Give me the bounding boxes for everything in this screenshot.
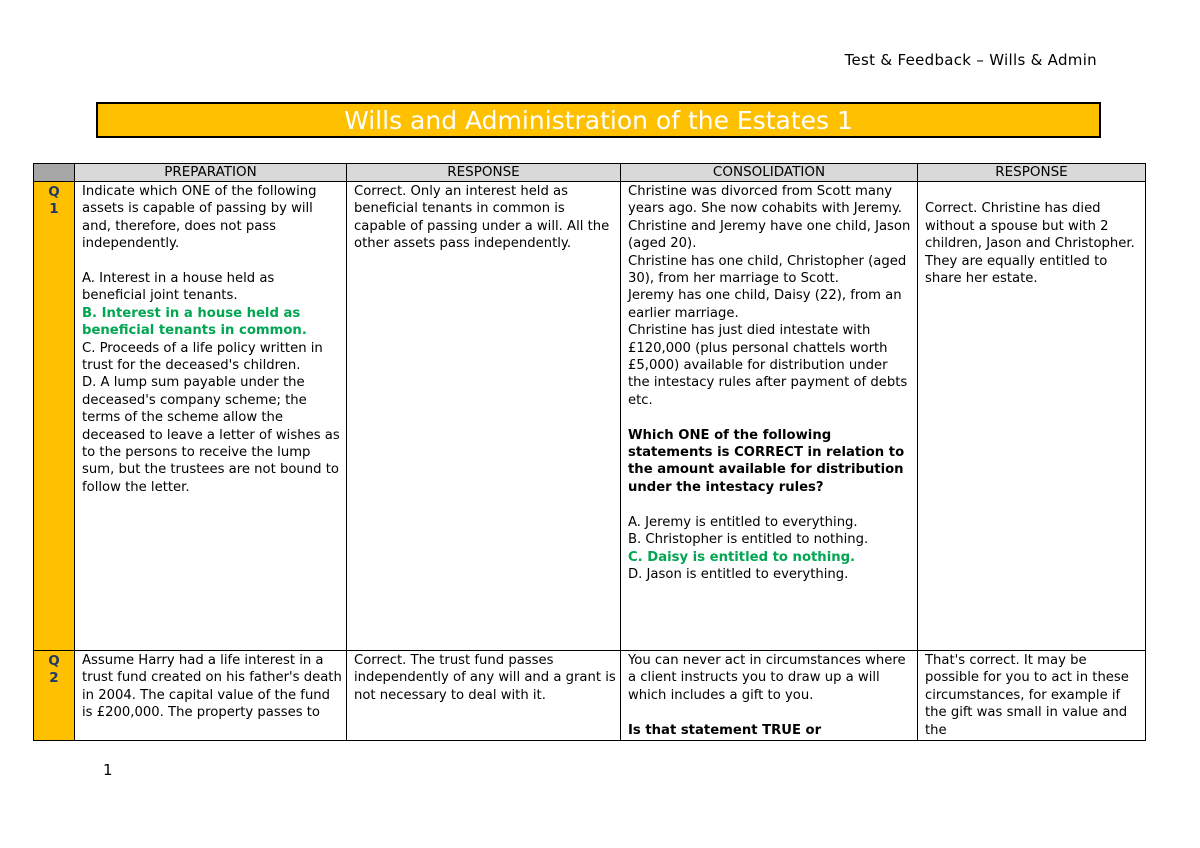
header-question-number xyxy=(34,164,75,182)
consolidation-statement: You can never act in circumstances where a client instructs you to draw up a will which includes a gift to you. xyxy=(628,653,906,703)
question-number xyxy=(34,651,75,741)
response-text: Correct. The trust fund passes independently of any will and a grant is not necessary to deal with it. xyxy=(354,653,616,703)
consolidation-cell xyxy=(621,651,918,741)
question-number xyxy=(34,182,75,651)
fact-1: Christine was divorced from Scott many years ago. She now cohabits with Jeremy. xyxy=(628,184,902,217)
question-letter: Q xyxy=(48,184,60,200)
response-cell xyxy=(918,651,1146,741)
consolidation-question: Is that statement TRUE or xyxy=(628,722,822,738)
header-response: RESPONSE xyxy=(347,164,621,182)
consolidation-cell xyxy=(621,182,918,651)
document-header: Test & Feedback – Wills & Admin xyxy=(844,51,1097,69)
fact-4: Jeremy has one child, Daisy (22), from an earlier marriage. xyxy=(628,288,902,321)
response-text: That's correct. It may be possible for you to act in these circumstances, for example if the gift was small in value and the xyxy=(925,653,1129,738)
option-c: C. Proceeds of a life policy written in trust for the deceased's children. xyxy=(82,340,323,374)
option-a: A. Interest in a house held as beneficial joint tenants. xyxy=(82,271,275,304)
consolidation-question: Which ONE of the following statements is CORRECT in relation to the amount available for distribution under the intestacy rules? xyxy=(628,427,905,495)
preparation-cell xyxy=(75,651,347,741)
preparation-cell xyxy=(75,182,347,651)
fact-3: Christine has one child, Christopher (aged 30), from her marriage to Scott. xyxy=(628,253,907,287)
option-b: B. Christopher is entitled to nothing. xyxy=(628,532,869,548)
header-response: RESPONSE xyxy=(918,164,1146,182)
option-c-correct: C. Daisy is entitled to nothing. xyxy=(628,549,856,565)
fact-5: Christine has just died intestate with £120,000 (plus personal chattels worth £5,000) available for distribution under the intestacy rules after payment of debts etc. xyxy=(628,323,908,408)
page-number: 1 xyxy=(103,761,113,779)
table-row xyxy=(34,651,1146,741)
option-a: A. Jeremy is entitled to everything. xyxy=(628,514,858,530)
question-digit: 1 xyxy=(49,201,59,217)
response-text: Correct. Christine has died without a spouse but with 2 children, Jason and Christopher. They are equally entitled to share her estate. xyxy=(925,201,1135,287)
preparation-question: Indicate which ONE of the following assets is capable of passing by will and, therefore, does not pass independently. xyxy=(82,184,317,252)
header-preparation: PREPARATION xyxy=(75,164,347,182)
response-cell xyxy=(918,182,1146,651)
response-text: Correct. Only an interest held as beneficial tenants in common is capable of passing under a will. All the other assets pass independently. xyxy=(354,184,610,252)
response-cell xyxy=(347,182,621,651)
fact-2: Christine and Jeremy have one child, Jason (aged 20). xyxy=(628,218,911,252)
option-b-correct: B. Interest in a house held as beneficial tenants in common. xyxy=(82,305,307,339)
option-d: D. A lump sum payable under the deceased's company scheme; the terms of the scheme allow the deceased to leave a letter of wishes as to the persons to receive the lump sum, but the trustees are not bound to follow the letter. xyxy=(82,375,340,495)
table-header-row xyxy=(34,164,1146,182)
preparation-question: Assume Harry had a life interest in a trust fund created on his father's death in 2004. The capital value of the fund is £200,000. The property passes to xyxy=(82,653,342,721)
table-row xyxy=(34,182,1146,651)
question-letter: Q xyxy=(48,653,60,669)
option-d: D. Jason is entitled to everything. xyxy=(628,566,849,582)
response-cell xyxy=(347,651,621,741)
document-title: Wills and Administration of the Estates 1 xyxy=(96,102,1101,138)
header-consolidation: CONSOLIDATION xyxy=(621,164,918,182)
qa-table xyxy=(33,163,1146,741)
question-digit: 2 xyxy=(49,670,59,686)
